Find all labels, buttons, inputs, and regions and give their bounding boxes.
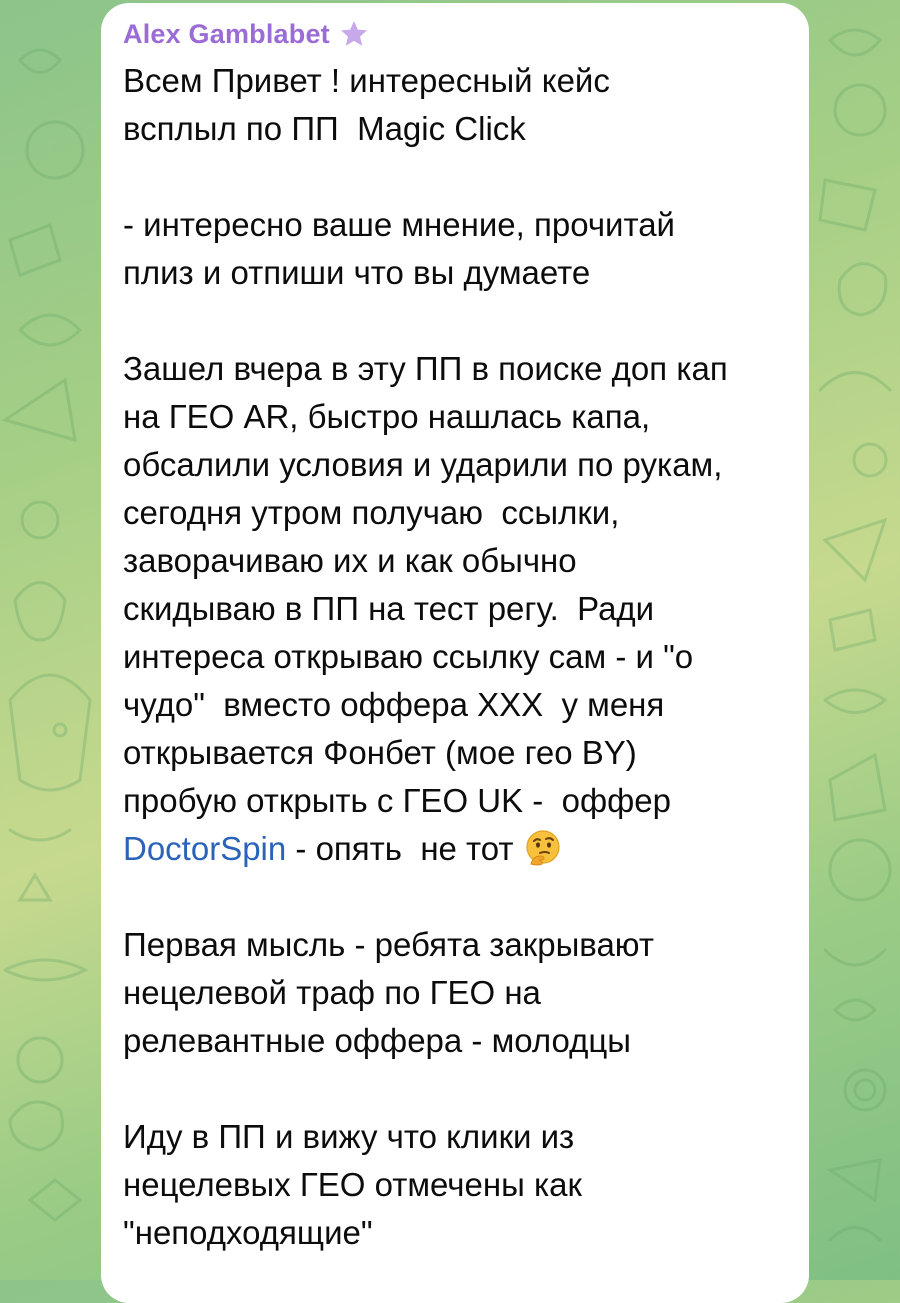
sender-name[interactable]: Alex Gamblabet bbox=[123, 18, 330, 49]
paragraph-1: Всем Привет ! интересный кейс всплыл по ПП Magic Click bbox=[123, 62, 610, 147]
paragraph-2: - интересно ваше мнение, прочитай плиз и отпиши что вы думаете bbox=[123, 206, 675, 291]
paragraph-4: Первая мысль - ребята закрывают нецелевой траф по ГЕО на релевантные оффера - молодцы bbox=[123, 926, 654, 1059]
message-text bbox=[123, 57, 789, 1257]
thinking-face-icon bbox=[523, 828, 563, 868]
sender-row bbox=[123, 17, 789, 51]
paragraph-3: Зашел вчера в эту ПП в поиске доп кап на ГЕО AR, быстро нашлась капа, обсалили условия и ударили по рукам, сегодня утром получаю ссылки, заворачиваю их и как обычно скидываю в ПП на тест регу. Ради интереса открываю ссылку сам - и "о чудо" вместо оффера XXX у меня открывается Фонбет (мое гео BY) пробую открыть с ГЕО UK - оффер bbox=[123, 350, 728, 819]
paragraph-5: Иду в ПП и вижу что клики из нецелевых ГЕО отмечены как "неподходящие" bbox=[123, 1118, 582, 1251]
star-icon bbox=[338, 18, 370, 50]
doctorspin-link[interactable]: DoctorSpin bbox=[123, 830, 287, 867]
paragraph-3-tail: - опять не тот bbox=[286, 830, 523, 867]
message-bubble[interactable] bbox=[101, 3, 809, 1303]
